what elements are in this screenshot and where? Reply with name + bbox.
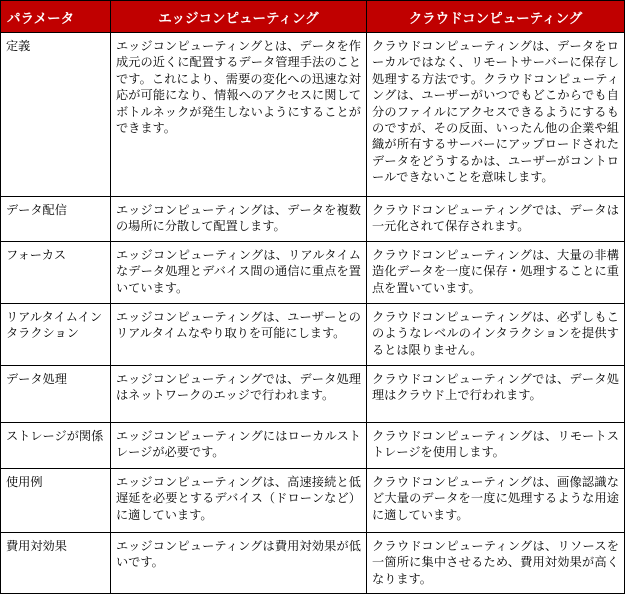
row-edge-cell: エッジコンピューティングは費用対効果が低いです。 bbox=[111, 533, 367, 594]
table-row bbox=[1, 469, 625, 533]
row-cloud-cell: クラウドコンピューティングは、データをローカルではなく、リモートサーバーに保存し処理する方法です。クラウドコンピューティングは、ユーザーがいつでもどこからでも自分のファイルにアクセスできるようにするものですが、その反面、いったん他の企業や組織が所有するサーバーにアップロードされたデータをどうするかは、ユーザーがコントロールできないことを意味します。 bbox=[367, 33, 625, 197]
table-row bbox=[1, 197, 625, 242]
table-row bbox=[1, 533, 625, 594]
table-row bbox=[1, 366, 625, 423]
row-cloud-cell: クラウドコンピューティングでは、データは一元化されて保存されます。 bbox=[367, 197, 625, 242]
table-row bbox=[1, 423, 625, 469]
table-row bbox=[1, 33, 625, 197]
row-edge-cell: エッジコンピューティングにはローカルストレージが必要です。 bbox=[111, 423, 367, 469]
row-edge-cell: エッジコンピューティングは、ユーザーとのリアルタイムなやり取りを可能にします。 bbox=[111, 304, 367, 366]
row-parameter: ストレージが関係 bbox=[1, 423, 111, 469]
row-edge-cell: エッジコンピューティングは、データを複数の場所に分散して配置します。 bbox=[111, 197, 367, 242]
header-parameter: パラメータ bbox=[1, 1, 111, 33]
row-parameter: リアルタイムインタラクション bbox=[1, 304, 111, 366]
table-row bbox=[1, 304, 625, 366]
row-parameter: データ配信 bbox=[1, 197, 111, 242]
row-edge-cell: エッジコンピューティングは、リアルタイムなデータ処理とデバイス間の通信に重点を置いています。 bbox=[111, 242, 367, 304]
row-parameter: データ処理 bbox=[1, 366, 111, 423]
row-parameter: 使用例 bbox=[1, 469, 111, 533]
row-cloud-cell: クラウドコンピューティングは、リモートストレージを使用します。 bbox=[367, 423, 625, 469]
row-edge-cell: エッジコンピューティングは、高速接続と低遅延を必要とするデバイス（ドローンなど）に適しています。 bbox=[111, 469, 367, 533]
row-edge-cell: エッジコンピューティングとは、データを作成元の近くに配置するデータ管理手法のことです。これにより、需要の変化への迅速な対応が可能になり、情報へのアクセスに関してボトルネックが発生しないようにすることができます。 bbox=[111, 33, 367, 197]
header-cloud-computing: クラウドコンピューティング bbox=[367, 1, 625, 33]
table-header-row bbox=[1, 1, 625, 33]
row-parameter: フォーカス bbox=[1, 242, 111, 304]
row-cloud-cell: クラウドコンピューティングは、リソースを一箇所に集中させるため、費用対効果が高くなります。 bbox=[367, 533, 625, 594]
header-edge-computing: エッジコンピューティング bbox=[111, 1, 367, 33]
table-row bbox=[1, 242, 625, 304]
row-cloud-cell: クラウドコンピューティングでは、データ処理はクラウド上で行われます。 bbox=[367, 366, 625, 423]
row-cloud-cell: クラウドコンピューティングは、必ずしもこのようなレベルのインタラクションを提供するとは限りません。 bbox=[367, 304, 625, 366]
row-cloud-cell: クラウドコンピューティングは、画像認識など大量のデータを一度に処理するような用途に適しています。 bbox=[367, 469, 625, 533]
row-cloud-cell: クラウドコンピューティングは、大量の非構造化データを一度に保存・処理することに重点を置いています。 bbox=[367, 242, 625, 304]
row-parameter: 定義 bbox=[1, 33, 111, 197]
row-parameter: 費用対効果 bbox=[1, 533, 111, 594]
row-edge-cell: エッジコンピューティングでは、データ処理はネットワークのエッジで行われます。 bbox=[111, 366, 367, 423]
